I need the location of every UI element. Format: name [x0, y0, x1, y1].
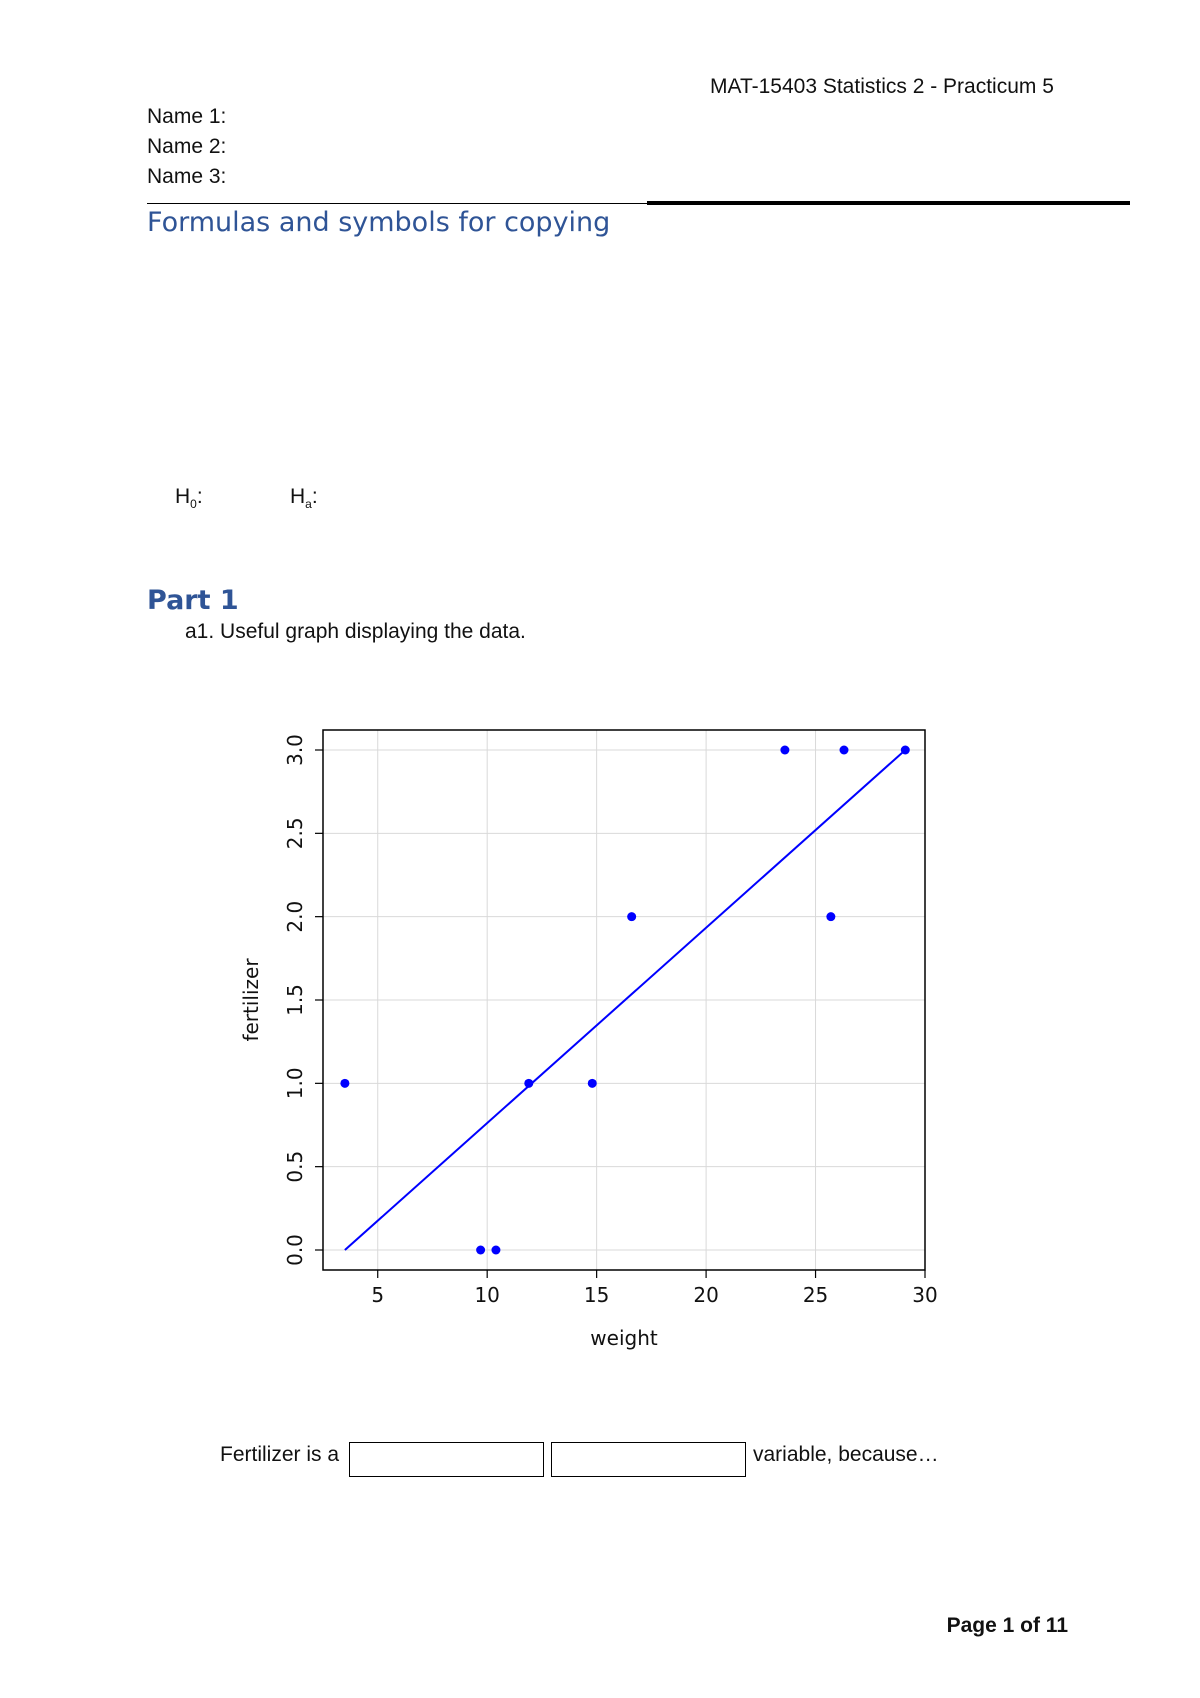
- y-tick-label: 0.5: [283, 1150, 307, 1183]
- x-tick-label: 20: [693, 1283, 719, 1307]
- data-point: [840, 746, 849, 755]
- x-tick-label: 30: [912, 1283, 938, 1307]
- course-header: MAT-15403 Statistics 2 - Practicum 5: [710, 75, 1054, 98]
- x-axis-title: weight: [590, 1326, 658, 1350]
- data-point: [524, 1079, 533, 1088]
- data-point: [588, 1079, 597, 1088]
- data-point: [826, 912, 835, 921]
- page-of: of: [1014, 1614, 1046, 1637]
- ha-subscript: a: [305, 497, 312, 512]
- name-3-label: Name 3:: [147, 165, 227, 188]
- data-point: [627, 912, 636, 921]
- page-number: [947, 1614, 1068, 1638]
- y-tick-label: 1.0: [283, 1067, 307, 1100]
- alt-hypothesis: [290, 485, 318, 511]
- header-rule-thin: [147, 203, 647, 204]
- y-tick-label: 2.5: [283, 817, 307, 850]
- ha-colon: :: [311, 485, 318, 508]
- y-tick-label: 3.0: [283, 734, 307, 766]
- question-a1: a1. Useful graph displaying the data.: [185, 620, 526, 643]
- data-point: [491, 1246, 500, 1255]
- x-tick-label: 5: [371, 1283, 385, 1307]
- y-tick-label: 0.0: [283, 1234, 307, 1266]
- name-2-label: Name 2:: [147, 135, 227, 158]
- h0-colon: :: [196, 485, 203, 508]
- scatter-chart: [225, 705, 955, 1375]
- null-hypothesis: [175, 485, 203, 511]
- name-1-label: Name 1:: [147, 105, 227, 128]
- page-total: 11: [1045, 1614, 1068, 1637]
- page-current: 1: [1002, 1614, 1015, 1637]
- fill-box-1[interactable]: [349, 1442, 544, 1477]
- page-prefix: Page: [946, 1614, 1003, 1637]
- names-block: [147, 102, 226, 192]
- data-point: [780, 746, 789, 755]
- ha-letter: H: [290, 485, 306, 508]
- y-axis-title: fertilizer: [239, 958, 263, 1042]
- header-rule-thick: [647, 201, 1130, 205]
- data-point: [901, 746, 910, 755]
- h0-letter: H: [175, 485, 191, 508]
- x-tick-label: 10: [474, 1283, 500, 1307]
- y-tick-label: 2.0: [283, 900, 307, 933]
- y-tick-label: 1.5: [283, 984, 307, 1016]
- sentence-suffix: variable, because…: [753, 1443, 939, 1466]
- x-tick-label: 15: [583, 1283, 610, 1307]
- fill-box-2[interactable]: [551, 1442, 746, 1477]
- sentence-prefix: Fertilizer is a: [220, 1443, 340, 1466]
- part1-heading: Part 1: [147, 585, 239, 616]
- formulas-heading: Formulas and symbols for copying: [147, 207, 611, 238]
- data-point: [340, 1079, 349, 1088]
- h0-subscript: 0: [190, 497, 197, 512]
- data-point: [476, 1246, 485, 1255]
- x-tick-label: 25: [802, 1283, 829, 1307]
